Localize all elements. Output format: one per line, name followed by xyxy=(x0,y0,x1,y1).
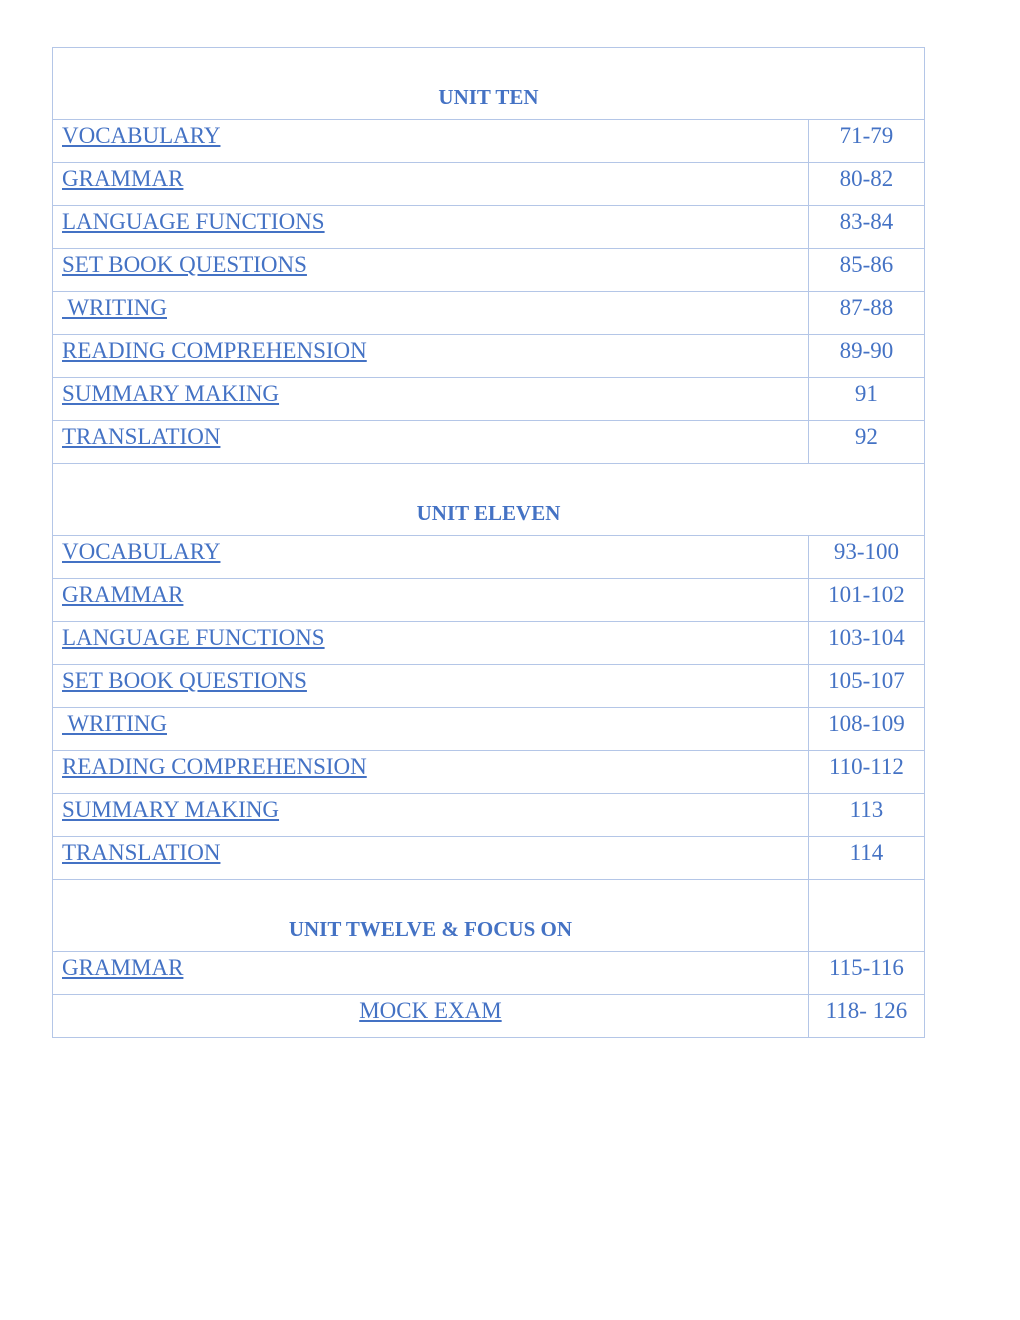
page-range: 93-100 xyxy=(808,536,924,579)
unit-heading: UNIT TEN xyxy=(53,48,925,120)
toc-link-language-functions[interactable]: LANGUAGE FUNCTIONS xyxy=(62,625,325,650)
toc-link-translation[interactable]: TRANSLATION xyxy=(62,424,221,449)
unit-heading-row xyxy=(53,880,925,952)
toc-row xyxy=(53,249,925,292)
toc-row xyxy=(53,665,925,708)
page-range: 113 xyxy=(808,794,924,837)
toc-row xyxy=(53,292,925,335)
toc-row xyxy=(53,536,925,579)
toc-row xyxy=(53,421,925,464)
page-range: 108-109 xyxy=(808,708,924,751)
page-range: 85-86 xyxy=(808,249,924,292)
toc-link-set-book-questions[interactable]: SET BOOK QUESTIONS xyxy=(62,668,307,693)
toc-link-writing[interactable]: WRITING xyxy=(62,711,167,736)
page-range: 80-82 xyxy=(808,163,924,206)
toc-link-grammar[interactable]: GRAMMAR xyxy=(62,955,184,980)
toc-row xyxy=(53,579,925,622)
page-range: 115-116 xyxy=(808,952,924,995)
unit-heading: UNIT TWELVE & FOCUS ON xyxy=(53,880,809,952)
toc-row xyxy=(53,206,925,249)
page-range: 118- 126 xyxy=(808,995,924,1038)
page-range: 114 xyxy=(808,837,924,880)
page-range: 91 xyxy=(808,378,924,421)
toc-link-grammar[interactable]: GRAMMAR xyxy=(62,582,184,607)
page-range: 105-107 xyxy=(808,665,924,708)
page-range: 101-102 xyxy=(808,579,924,622)
toc-link-mock-exam[interactable]: MOCK EXAM xyxy=(359,998,502,1023)
toc-row xyxy=(53,163,925,206)
toc-row xyxy=(53,794,925,837)
empty-cell xyxy=(808,880,924,952)
toc-row xyxy=(53,622,925,665)
unit-heading-row xyxy=(53,464,925,536)
toc-link-reading-comprehension[interactable]: READING COMPREHENSION xyxy=(62,754,367,779)
page-range: 71-79 xyxy=(808,120,924,163)
toc-link-reading-comprehension[interactable]: READING COMPREHENSION xyxy=(62,338,367,363)
toc-row xyxy=(53,708,925,751)
toc-row xyxy=(53,335,925,378)
unit-heading-row xyxy=(53,48,925,120)
page-range: 92 xyxy=(808,421,924,464)
toc-link-vocabulary[interactable]: VOCABULARY xyxy=(62,123,221,148)
page-range: 103-104 xyxy=(808,622,924,665)
page-range: 87-88 xyxy=(808,292,924,335)
toc-row xyxy=(53,378,925,421)
toc-link-vocabulary[interactable]: VOCABULARY xyxy=(62,539,221,564)
table-of-contents xyxy=(52,47,925,1038)
page-range: 83-84 xyxy=(808,206,924,249)
toc-link-language-functions[interactable]: LANGUAGE FUNCTIONS xyxy=(62,209,325,234)
unit-heading: UNIT ELEVEN xyxy=(53,464,925,536)
toc-link-summary-making[interactable]: SUMMARY MAKING xyxy=(62,381,280,406)
toc-link-translation[interactable]: TRANSLATION xyxy=(62,840,221,865)
toc-row xyxy=(53,751,925,794)
toc-row xyxy=(53,837,925,880)
toc-row xyxy=(53,995,925,1038)
toc-row xyxy=(53,120,925,163)
page-range: 89-90 xyxy=(808,335,924,378)
page-range: 110-112 xyxy=(808,751,924,794)
toc-link-summary-making[interactable]: SUMMARY MAKING xyxy=(62,797,280,822)
toc-link-grammar[interactable]: GRAMMAR xyxy=(62,166,184,191)
toc-row xyxy=(53,952,925,995)
toc-link-set-book-questions[interactable]: SET BOOK QUESTIONS xyxy=(62,252,307,277)
toc-link-writing[interactable]: WRITING xyxy=(62,295,167,320)
